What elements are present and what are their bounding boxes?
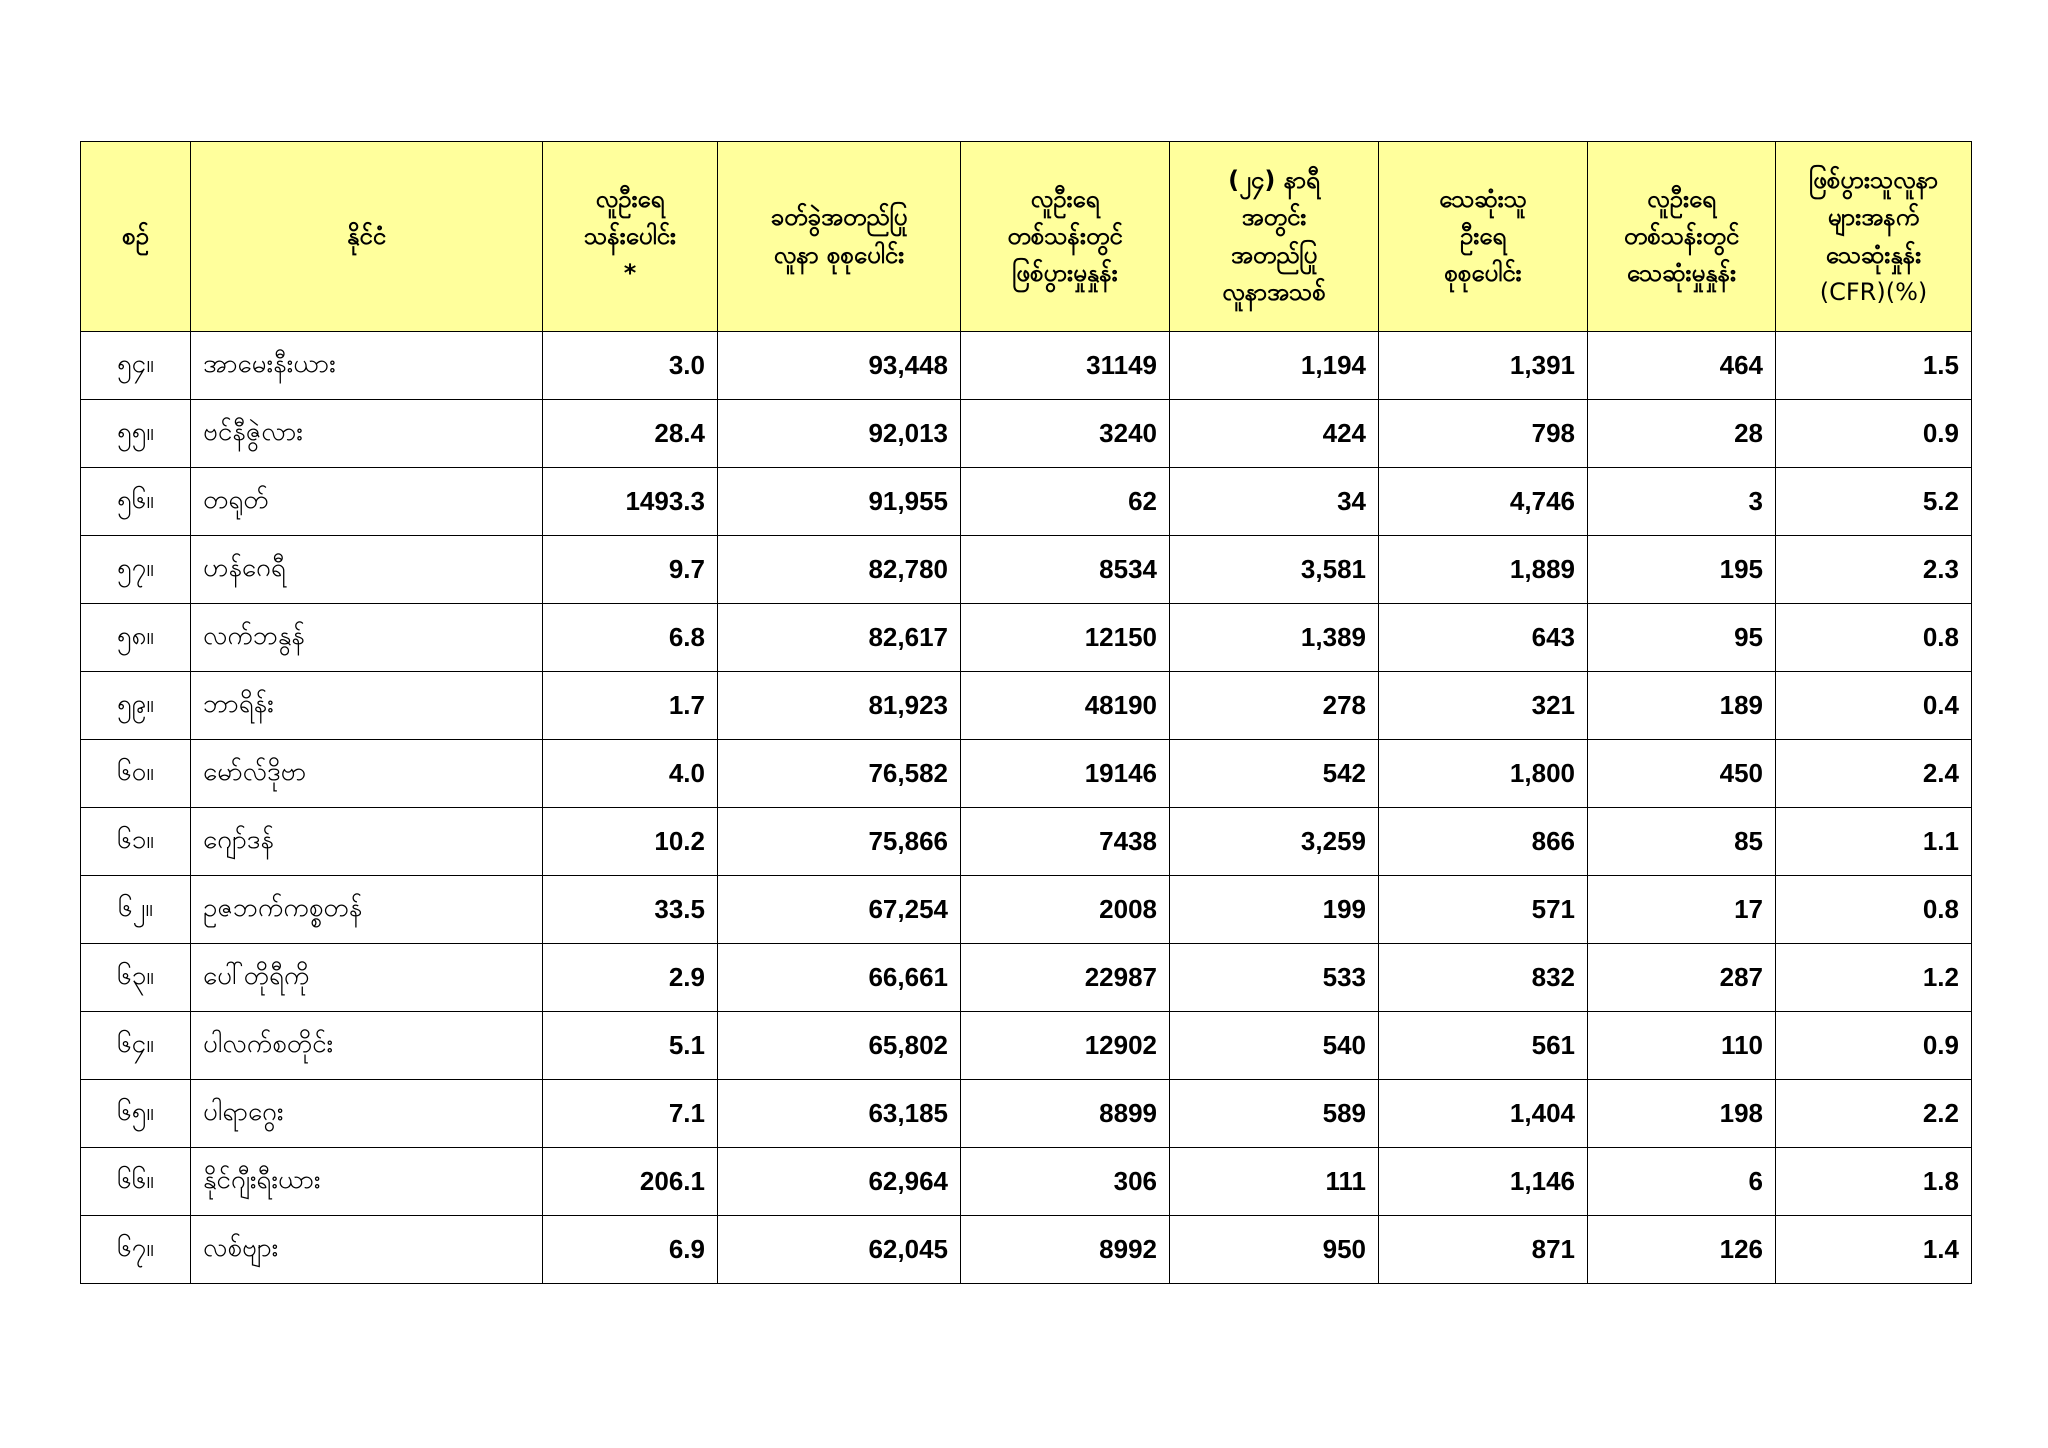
column-header-cases-per-million <box>961 142 1170 332</box>
cfr-cell: 0.4 <box>1776 672 1972 740</box>
deaths-per-million-cell: 464 <box>1588 332 1776 400</box>
cfr-cell: 0.8 <box>1776 876 1972 944</box>
total-confirmed-cell: 67,254 <box>718 876 961 944</box>
deaths-per-million-cell: 3 <box>1588 468 1776 536</box>
table-row <box>81 672 1972 740</box>
column-header-population <box>543 142 718 332</box>
total-deaths-cell: 561 <box>1379 1012 1588 1080</box>
cfr-cell: 0.9 <box>1776 1012 1972 1080</box>
cfr-cell: 1.8 <box>1776 1148 1972 1216</box>
serial-cell: ၆၇။ <box>81 1216 191 1284</box>
serial-cell: ၆၂။ <box>81 876 191 944</box>
table-row <box>81 1080 1972 1148</box>
header-line: * <box>623 259 637 288</box>
header-line: တစ်သန်းတွင် <box>1007 221 1123 250</box>
table-row <box>81 332 1972 400</box>
country-cell: မော်လ်ဒိုဗာ <box>191 740 543 808</box>
cfr-cell: 2.3 <box>1776 536 1972 604</box>
table-header <box>81 142 1972 332</box>
new-cases-cell: 533 <box>1170 944 1379 1012</box>
serial-cell: ၆၁။ <box>81 808 191 876</box>
header-line: ဖြစ်ပွားမှုနှုန်း <box>1012 259 1118 288</box>
table-row <box>81 808 1972 876</box>
table-row <box>81 468 1972 536</box>
total-deaths-cell: 798 <box>1379 400 1588 468</box>
cases-per-million-cell: 2008 <box>961 876 1170 944</box>
new-cases-cell: 3,259 <box>1170 808 1379 876</box>
total-deaths-cell: 871 <box>1379 1216 1588 1284</box>
population-cell: 1.7 <box>543 672 718 740</box>
cases-per-million-cell: 48190 <box>961 672 1170 740</box>
total-deaths-cell: 321 <box>1379 672 1588 740</box>
deaths-per-million-cell: 198 <box>1588 1080 1776 1148</box>
deaths-per-million-cell: 287 <box>1588 944 1776 1012</box>
header-line: ခတ်ခွဲအတည်ပြု <box>770 203 908 232</box>
cfr-cell: 0.8 <box>1776 604 1972 672</box>
cases-per-million-cell: 12150 <box>961 604 1170 672</box>
serial-cell: ၅၅။ <box>81 400 191 468</box>
header-line: စုစုပေါင်း <box>1444 259 1522 288</box>
cases-per-million-cell: 19146 <box>961 740 1170 808</box>
cases-per-million-cell: 22987 <box>961 944 1170 1012</box>
new-cases-cell: 199 <box>1170 876 1379 944</box>
serial-cell: ၅၈။ <box>81 604 191 672</box>
total-deaths-cell: 866 <box>1379 808 1588 876</box>
population-cell: 6.9 <box>543 1216 718 1284</box>
total-deaths-cell: 4,746 <box>1379 468 1588 536</box>
header-line: ဦးရေ <box>1459 221 1507 250</box>
population-cell: 28.4 <box>543 400 718 468</box>
header-line: လူနာအသစ် <box>1222 277 1326 306</box>
table-row <box>81 1148 1972 1216</box>
header-line: လူဦးရေ <box>1030 184 1100 213</box>
cfr-cell: 0.9 <box>1776 400 1972 468</box>
country-cell: ဂျော်ဒန် <box>191 808 543 876</box>
new-cases-cell: 950 <box>1170 1216 1379 1284</box>
table-row <box>81 536 1972 604</box>
new-cases-cell: 3,581 <box>1170 536 1379 604</box>
header-line: သေဆုံးနှုန်း <box>1825 240 1922 269</box>
cfr-cell: 5.2 <box>1776 468 1972 536</box>
serial-cell: ၆၀။ <box>81 740 191 808</box>
table-row <box>81 604 1972 672</box>
total-deaths-cell: 1,889 <box>1379 536 1588 604</box>
table-body <box>81 332 1972 1284</box>
new-cases-cell: 1,194 <box>1170 332 1379 400</box>
new-cases-cell: 540 <box>1170 1012 1379 1080</box>
country-cell: လစ်ဗျား <box>191 1216 543 1284</box>
serial-cell: ၅၄။ <box>81 332 191 400</box>
table-row <box>81 740 1972 808</box>
deaths-per-million-cell: 6 <box>1588 1148 1776 1216</box>
table-row <box>81 1216 1972 1284</box>
serial-cell: ၆၆။ <box>81 1148 191 1216</box>
total-confirmed-cell: 75,866 <box>718 808 961 876</box>
total-deaths-cell: 1,404 <box>1379 1080 1588 1148</box>
cases-per-million-cell: 8534 <box>961 536 1170 604</box>
total-deaths-cell: 1,800 <box>1379 740 1588 808</box>
country-cell: ပါလက်စတိုင်း <box>191 1012 543 1080</box>
deaths-per-million-cell: 95 <box>1588 604 1776 672</box>
table-row <box>81 944 1972 1012</box>
header-line: လူနာ စုစုပေါင်း <box>773 240 905 269</box>
country-cell: အာမေးနီးယား <box>191 332 543 400</box>
population-cell: 3.0 <box>543 332 718 400</box>
header-line: (၂၄) နာရီ <box>1228 166 1320 195</box>
population-cell: 2.9 <box>543 944 718 1012</box>
cfr-cell: 2.2 <box>1776 1080 1972 1148</box>
total-deaths-cell: 643 <box>1379 604 1588 672</box>
column-header-new-cases-24h <box>1170 142 1379 332</box>
column-header-serial <box>81 142 191 332</box>
cases-per-million-cell: 8899 <box>961 1080 1170 1148</box>
deaths-per-million-cell: 126 <box>1588 1216 1776 1284</box>
total-confirmed-cell: 92,013 <box>718 400 961 468</box>
country-cell: ဗင်နီဇွဲလား <box>191 400 543 468</box>
header-line: များအနက် <box>1827 203 1920 232</box>
table-row <box>81 1012 1972 1080</box>
population-cell: 7.1 <box>543 1080 718 1148</box>
total-deaths-cell: 832 <box>1379 944 1588 1012</box>
new-cases-cell: 589 <box>1170 1080 1379 1148</box>
column-header-total-confirmed <box>718 142 961 332</box>
header-line: လူဦးရေ <box>1647 184 1716 213</box>
total-confirmed-cell: 62,045 <box>718 1216 961 1284</box>
population-cell: 206.1 <box>543 1148 718 1216</box>
total-confirmed-cell: 91,955 <box>718 468 961 536</box>
header-line: သေဆုံးမှုနှုန်း <box>1626 259 1737 288</box>
cfr-cell: 1.1 <box>1776 808 1972 876</box>
total-confirmed-cell: 81,923 <box>718 672 961 740</box>
total-confirmed-cell: 82,780 <box>718 536 961 604</box>
country-cell: ဥဇဘက်ကစ္စတန် <box>191 876 543 944</box>
population-cell: 9.7 <box>543 536 718 604</box>
serial-cell: ၅၇။ <box>81 536 191 604</box>
deaths-per-million-cell: 85 <box>1588 808 1776 876</box>
cases-per-million-cell: 12902 <box>961 1012 1170 1080</box>
cases-per-million-cell: 7438 <box>961 808 1170 876</box>
header-line: နိုင်ငံ <box>346 221 387 250</box>
header-line: စဉ် <box>122 221 149 250</box>
population-cell: 5.1 <box>543 1012 718 1080</box>
cfr-cell: 1.2 <box>1776 944 1972 1012</box>
total-deaths-cell: 1,391 <box>1379 332 1588 400</box>
header-line: သန်းပေါင်း <box>584 221 676 250</box>
table-row <box>81 876 1972 944</box>
header-line: အတွင်း <box>1241 203 1307 232</box>
total-confirmed-cell: 66,661 <box>718 944 961 1012</box>
country-cell: ဟန်ဂေရီ <box>191 536 543 604</box>
deaths-per-million-cell: 17 <box>1588 876 1776 944</box>
cfr-cell: 1.4 <box>1776 1216 1972 1284</box>
country-cell: ပါရာဂွေး <box>191 1080 543 1148</box>
population-cell: 33.5 <box>543 876 718 944</box>
column-header-country <box>191 142 543 332</box>
serial-cell: ၆၃။ <box>81 944 191 1012</box>
new-cases-cell: 278 <box>1170 672 1379 740</box>
new-cases-cell: 111 <box>1170 1148 1379 1216</box>
serial-cell: ၆၅။ <box>81 1080 191 1148</box>
total-confirmed-cell: 62,964 <box>718 1148 961 1216</box>
deaths-per-million-cell: 28 <box>1588 400 1776 468</box>
total-confirmed-cell: 93,448 <box>718 332 961 400</box>
serial-cell: ၅၉။ <box>81 672 191 740</box>
new-cases-cell: 424 <box>1170 400 1379 468</box>
deaths-per-million-cell: 110 <box>1588 1012 1776 1080</box>
total-confirmed-cell: 82,617 <box>718 604 961 672</box>
population-cell: 4.0 <box>543 740 718 808</box>
total-confirmed-cell: 76,582 <box>718 740 961 808</box>
header-row <box>81 142 1972 332</box>
column-header-deaths-per-million <box>1588 142 1776 332</box>
cases-per-million-cell: 62 <box>961 468 1170 536</box>
deaths-per-million-cell: 450 <box>1588 740 1776 808</box>
table-row <box>81 400 1972 468</box>
header-line: လူဦးရေ <box>595 184 665 213</box>
column-header-total-deaths <box>1379 142 1588 332</box>
header-line: တစ်သန်းတွင် <box>1623 221 1740 250</box>
column-header-cfr <box>1776 142 1972 332</box>
population-cell: 1493.3 <box>543 468 718 536</box>
country-cell: လက်ဘနွန် <box>191 604 543 672</box>
total-confirmed-cell: 63,185 <box>718 1080 961 1148</box>
cases-per-million-cell: 31149 <box>961 332 1170 400</box>
country-cell: ဘာရိန်း <box>191 672 543 740</box>
population-cell: 6.8 <box>543 604 718 672</box>
cases-per-million-cell: 3240 <box>961 400 1170 468</box>
header-line: (CFR)(%) <box>1819 277 1928 306</box>
header-line: အတည်ပြု <box>1230 240 1318 269</box>
total-deaths-cell: 571 <box>1379 876 1588 944</box>
new-cases-cell: 34 <box>1170 468 1379 536</box>
new-cases-cell: 1,389 <box>1170 604 1379 672</box>
cases-per-million-cell: 8992 <box>961 1216 1170 1284</box>
header-line: ဖြစ်ပွားသူလူနာ <box>1809 166 1938 195</box>
deaths-per-million-cell: 189 <box>1588 672 1776 740</box>
header-line: သေဆုံးသူ <box>1439 184 1527 213</box>
serial-cell: ၆၄။ <box>81 1012 191 1080</box>
covid-stats-table <box>80 141 1972 1284</box>
new-cases-cell: 542 <box>1170 740 1379 808</box>
serial-cell: ၅၆။ <box>81 468 191 536</box>
country-cell: ပေါ်တိုရီကို <box>191 944 543 1012</box>
cfr-cell: 2.4 <box>1776 740 1972 808</box>
cases-per-million-cell: 306 <box>961 1148 1170 1216</box>
cfr-cell: 1.5 <box>1776 332 1972 400</box>
total-confirmed-cell: 65,802 <box>718 1012 961 1080</box>
total-deaths-cell: 1,146 <box>1379 1148 1588 1216</box>
population-cell: 10.2 <box>543 808 718 876</box>
deaths-per-million-cell: 195 <box>1588 536 1776 604</box>
country-cell: နိုင်ဂျီးရီးယား <box>191 1148 543 1216</box>
country-cell: တရုတ် <box>191 468 543 536</box>
